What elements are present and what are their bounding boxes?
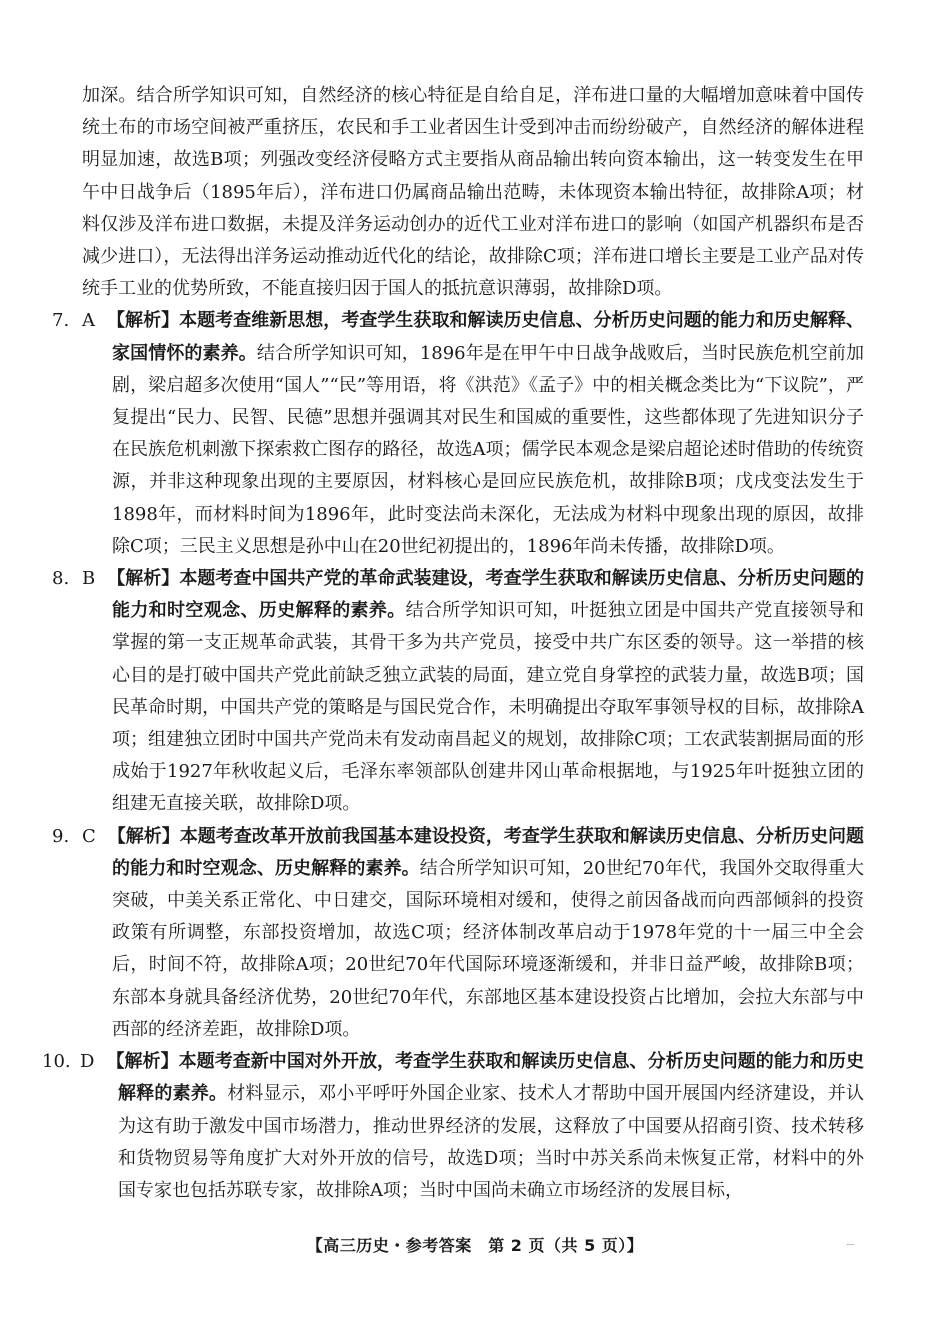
question-answer: B: [82, 568, 96, 590]
question-answer: D: [80, 1051, 95, 1073]
analysis-heading: 【解析】本题考查维新思想，考查学生获取和解读历史信息、分析历史问题的能力和历史解释、家国情怀的素养。: [107, 310, 864, 364]
analysis-body: 结合所学知识可知，20世纪70年代，我国外交取得重大突破，中美关系正常化、中日建交，国际环境相对缓和，使得之前因备战而向西部倾斜的投资政策有所调整，东部投资增加，故选C项；经济体制改革启动于1978年党的十一届三中全会后，时间不符，故排除A项；20世纪70年代国际环境逐渐缓和，并非日益严峻，故排除B项；东部本身就具备经济优势，20世纪70年代，东部地区基本建设投资占比增加，会拉大东部与中西部的经济差距，故排除D项。: [112, 857, 864, 1040]
analysis-heading: 【解析】本题考查新中国对外开放，考查学生获取和解读历史信息、分析历史问题的能力和历史解释的素养。: [106, 1051, 864, 1105]
page-footer: 【高三历史・参考答案 第 2 页（共 5 页）】: [306, 1236, 644, 1255]
continuation-paragraph: 加深。结合所学知识可知，自然经济的核心特征是自给自足，洋布进口量的大幅增加意味着中国传统土布的市场空间被严重挤压，农民和手工业者因生计受到冲击而纷纷破产，自然经济的解体进程明显加速，故选B项；列强改变经济侵略方式主要指从商品输出转向资本输出，这一转变发生在甲午中日战争后（1895年后），洋布进口仍属商品输出范畴，未体现资本输出特征，故排除A项；材料仅涉及洋布进口数据，未提及洋务运动创办的近代工业对洋布进口的影响（如国产机器织布是否减少进口），无法得出洋务运动推动近代化的结论，故排除C项；洋布进口增长主要是工业产品对传统手工业的优势所致，不能直接归因于国人的抵抗意识薄弱，故排除D项。: [82, 85, 864, 300]
analysis-heading: 【解析】本题考查中国共产党的革命武装建设，考查学生获取和解读历史信息、分析历史问题的能力和时空观念、历史解释的素养。: [107, 568, 864, 622]
analysis-body: 结合所学知识可知，叶挺独立团是中国共产党直接领导和掌握的第一支正规革命武装，其骨干多为共产党员，接受中共广东区委的领导。这一举措的核心目的是打破中国共产党此前缺乏独立武装的局面，建立党自身掌控的武装力量，故选B项；国民革命时期，中国共产党的策略是与国民党合作，未明确提出夺取军事领导权的目标，故排除A项；组建独立团时中国共产党尚未有发动南昌起义的规划，故排除C项；工农武装割据局面的形成始于1927年秋收起义后，毛泽东率领部队创建井冈山革命根据地，与1925年叶挺独立团的组建无直接关联，故排除D项。: [112, 600, 865, 815]
page-content: [42, 80, 865, 1207]
corner-mark: [846, 1244, 854, 1245]
question-answer: C: [82, 825, 96, 847]
question-10: 10. D 【解析】本题考查新中国对外开放，考查学生获取和解读历史信息、分析历史问题的能力和历史解释的素养。材料显示，邓小平呼吁外国企业家、技术人才帮助中国开展国内经济建设，并认为这有助于激发中国市场潜力，推动世界经济的发展，这释放了中国要从招商引资、技术转移和货物贸易等角度扩大对外开放的信号，故选D项；当时中苏关系尚未恢复正常，材料中的外国专家也包括苏联专家，故排除A项；当时中国尚未确立市场经济的发展目标，: [42, 1051, 864, 1201]
analysis-body: 结合所学知识可知，1896年是在甲午中日战争战败后，当时民族危机空前加剧，梁启超多次使用“国人”“民”等用语，将《洪范》《孟子》中的相关概念类比为“下议院”，严复提出“民力、民智、民德”思想并强调其对民生和国威的重要性，这些都体现了先进知识分子在民族危机刺激下探索救亡图存的路径，故选A项；儒学民本观念是梁启超论述时借助的传统资源，并非这种现象出现的主要原因，材料核心是回应民族危机，故排除B项；戊戌变法发生于1898年，而材料时间为1896年，此时变法尚未深化，无法成为材料中现象出现的原因，故排除C项；三民主义思想是孙中山在20世纪初提出的，1896年尚未传播，故排除D项。: [112, 342, 864, 557]
question-9: 9. C 【解析】本题考查改革开放前我国基本建设投资，考查学生获取和解读历史信息、分析历史问题的能力和时空观念、历史解释的素养。结合所学知识可知，20世纪70年代，我国外交取得重大突破，中美关系正常化、中日建交，国际环境相对缓和，使得之前因备战而向西部倾斜的投资政策有所调整，东部投资增加，故选C项；经济体制改革启动于1978年党的十一届三中全会后，时间不符，故排除A项；20世纪70年代国际环境逐渐缓和，并非日益严峻，故排除B项；东部本身就具备经济优势，20世纪70年代，东部地区基本建设投资占比增加，会拉大东部与中西部的经济差距，故排除D项。: [52, 825, 864, 1040]
analysis-body: 材料显示，邓小平呼吁外国企业家、技术人才帮助中国开展国内经济建设，并认为这有助于激发中国市场潜力，推动世界经济的发展，这释放了中国要从招商引资、技术转移和货物贸易等角度扩大对外开放的信号，故选D项；当时中苏关系尚未恢复正常，材料中的外国专家也包括苏联专家，故排除A项；当时中国尚未确立市场经济的发展目标，: [118, 1083, 864, 1201]
question-8: 8. B 【解析】本题考查中国共产党的革命武装建设，考查学生获取和解读历史信息、分析历史问题的能力和时空观念、历史解释的素养。结合所学知识可知，叶挺独立团是中国共产党直接领导和掌握的第一支正规革命武装，其骨干多为共产党员，接受中共广东区委的领导。这一举措的核心目的是打破中国共产党此前缺乏独立武装的局面，建立党自身掌控的武装力量，故选B项；国民革命时期，中国共产党的策略是与国民党合作，未明确提出夺取军事领导权的目标，故排除A项；组建独立团时中国共产党尚未有发动南昌起义的规划，故排除C项；工农武装割据局面的形成始于1927年秋收起义后，毛泽东率领部队创建井冈山革命根据地，与1925年叶挺独立团的组建无直接关联，故排除D项。: [52, 568, 865, 815]
question-7: 7. A 【解析】本题考查维新思想，考查学生获取和解读历史信息、分析历史问题的能力和历史解释、家国情怀的素养。结合所学知识可知，1896年是在甲午中日战争战败后，当时民族危机空前加剧，梁启超多次使用“国人”“民”等用语，将《洪范》《孟子》中的相关概念类比为“下议院”，严复提出“民力、民智、民德”思想并强调其对民生和国威的重要性，这些都体现了先进知识分子在民族危机刺激下探索救亡图存的路径，故选A项；儒学民本观念是梁启超论述时借助的传统资源，并非这种现象出现的主要原因，材料核心是回应民族危机，故排除B项；戊戌变法发生于1898年，而材料时间为1896年，此时变法尚未深化，无法成为材料中现象出现的原因，故排除C项；三民主义思想是孙中山在20世纪初提出的，1896年尚未传播，故排除D项。: [52, 310, 864, 557]
analysis-heading: 【解析】本题考查改革开放前我国基本建设投资，考查学生获取和解读历史信息、分析历史问题的能力和时空观念、历史解释的素养。: [107, 825, 864, 879]
question-answer: A: [82, 310, 95, 332]
